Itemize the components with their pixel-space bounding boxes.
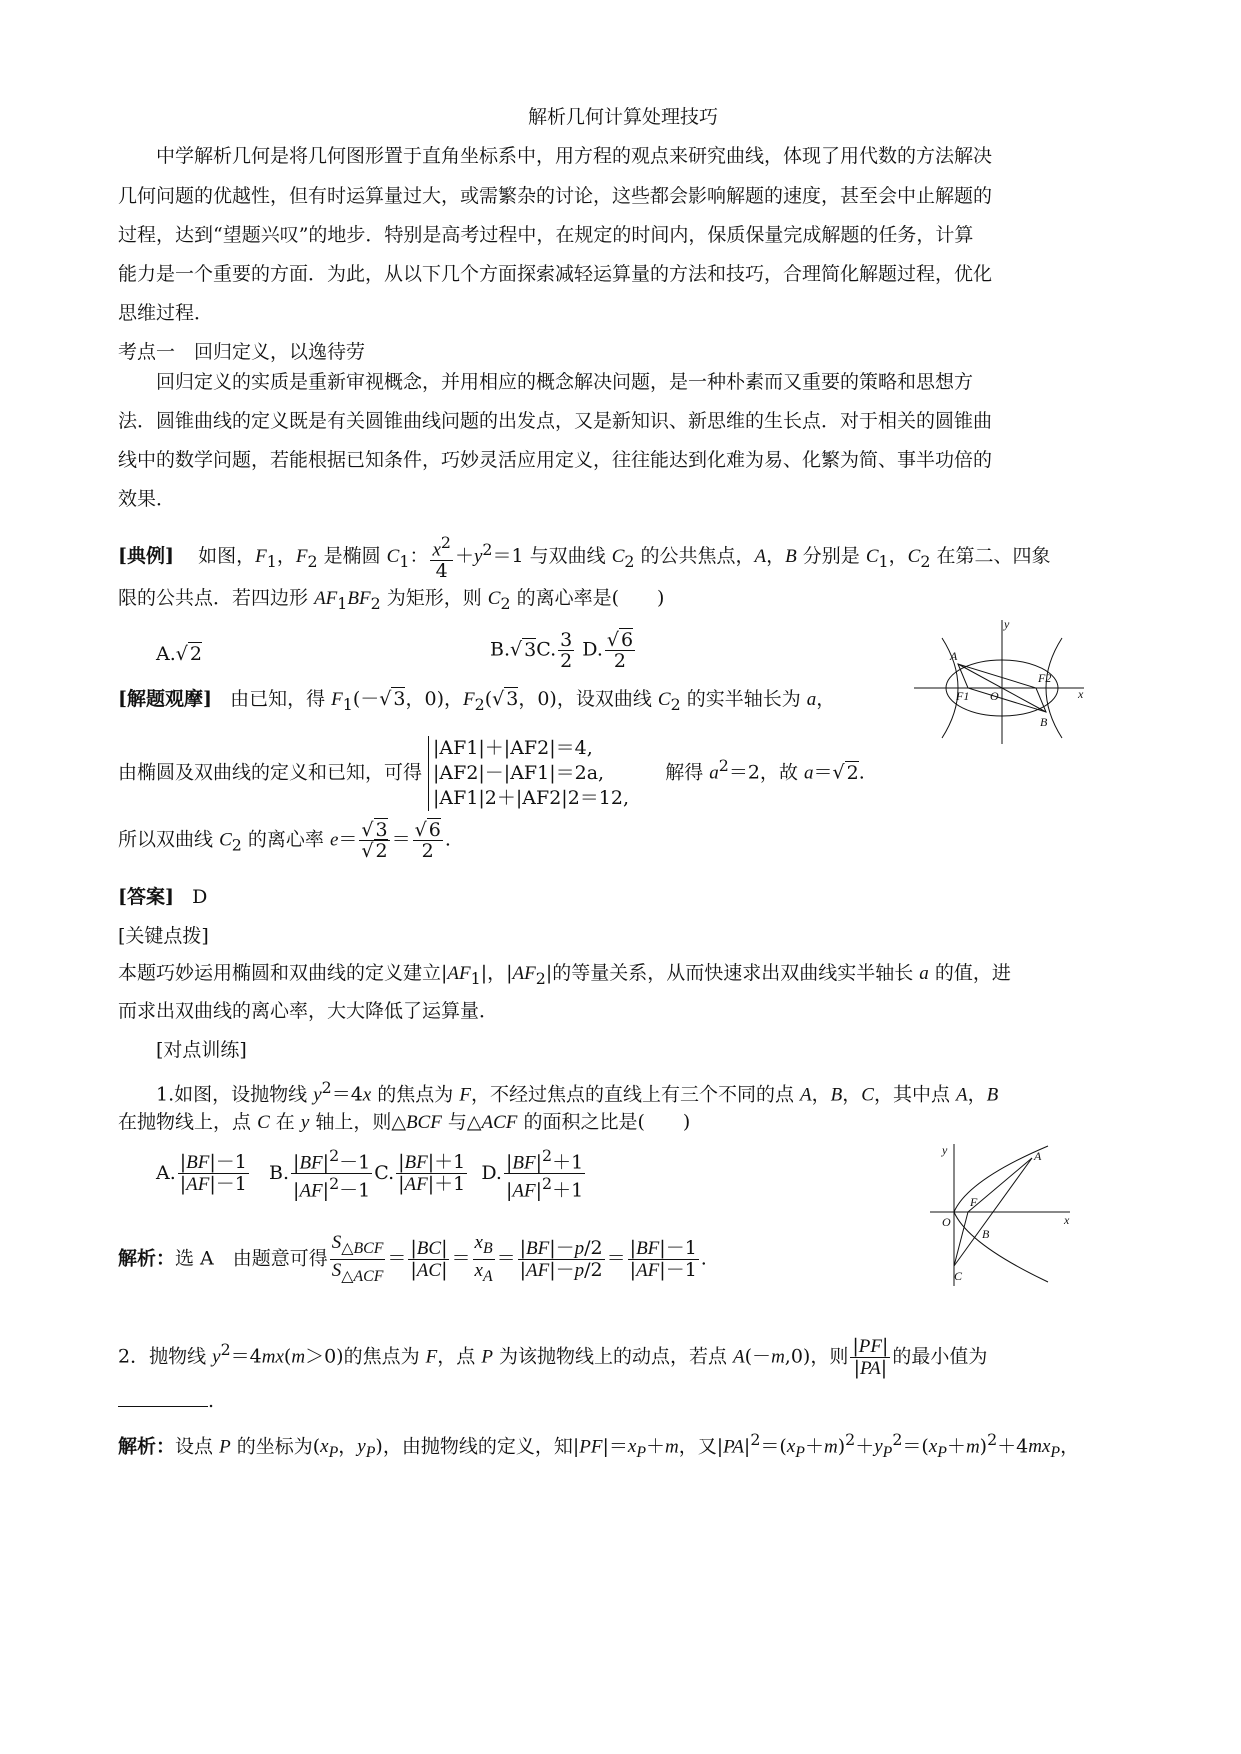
- answer-blank[interactable]: [118, 1406, 208, 1407]
- option-label: B.: [490, 638, 511, 661]
- fraction: $\frac{S_{\triangle BCF}}{S_{\triangle ACF}}$: [331, 1232, 384, 1285]
- intro-line-4: 能力是一个重要的方面．为此，从以下几个方面探索减轻运算量的方法和技巧，合理简化解题过程，优化: [118, 263, 993, 285]
- option-a: A.√ 2: [156, 643, 202, 665]
- example-text: 在第二、四象: [936, 545, 1051, 568]
- fraction: $\frac{x^2}{4}$: [432, 533, 451, 583]
- solution-text: 的实半轴长为: [686, 688, 801, 710]
- option-label: B.: [269, 1161, 290, 1184]
- page-title: 解析几何计算处理技巧: [527, 106, 718, 128]
- q1-text: 的面积之比是( ): [523, 1111, 691, 1133]
- fraction: $\frac{√ 3}{√ 2}$: [361, 819, 388, 862]
- label-y: y: [1004, 617, 1010, 631]
- fraction: $\frac{|BF|^2+1}{|AF|^2+1}$: [505, 1146, 584, 1202]
- label-f1: F1: [956, 689, 970, 703]
- key-text: 的值，进: [934, 962, 1011, 984]
- equation-system: [428, 736, 629, 811]
- fraction: $\frac{x_B}{x_A}$: [474, 1232, 493, 1285]
- label-c: C: [954, 1269, 963, 1283]
- fraction: $\frac{|BF|-p/2}{|AF|-p/2}$: [519, 1236, 603, 1281]
- solution-tag: 解析：: [118, 1247, 176, 1270]
- q1-text: 与△: [447, 1111, 482, 1133]
- equation: |AF2|－|AF1|＝2a,: [433, 762, 605, 784]
- option-label: C.: [536, 638, 557, 661]
- intro-line-2: 几何问题的优越性，但有时运算量过大，或需繁杂的讨论，这些都会影响解题的速度，甚至会中止解题的: [118, 185, 993, 207]
- solution-line-2: 由椭圆及双曲线的定义和已知，可得 |AF1|＋|AF2|＝4, |AF2|－|AF1|＝2a, |AF1|2＋|AF2|2＝12, 解得 $a^2=2$，故 a＝√ 2.: [118, 737, 865, 809]
- q2-text: ，点: [437, 1345, 476, 1368]
- section-text-2: 法．圆锥曲线的定义既是有关圆锥曲线问题的出发点，又是新知识、新思维的生长点．对于相关的圆锥曲: [118, 410, 993, 432]
- solution-text: 故: [778, 761, 798, 784]
- answer-tag: [答案]: [118, 886, 174, 908]
- question-1-line-1: 1.如图，设抛物线 $y^2=4x$ 的焦点为 F，不经过焦点的直线上有三个不同的点 A，B，C，其中点 A，B: [156, 1078, 999, 1106]
- fraction: $\frac{|PF|}{|PA|}$: [852, 1335, 889, 1379]
- ellipse-hyperbola-figure: [912, 616, 1090, 746]
- q2-text: 为该抛物线上的动点，若点: [498, 1345, 727, 1368]
- section-heading: 考点一 回归定义，以逸待劳: [118, 341, 366, 363]
- q1-text: ，其中点: [873, 1083, 950, 1106]
- options-bcd: B.√ 3C. $\frac{3}{2}$ D. $\frac{√ 6}{2}$: [490, 629, 634, 672]
- q1-text: 的焦点为: [377, 1083, 454, 1106]
- label-o: O: [942, 1215, 951, 1229]
- parabola: [954, 1146, 1048, 1282]
- intro-line-3: 过程，达到“望题兴叹”的地步．特别是高考过程中，在规定的时间内，保质保量完成解题的任务，计算: [118, 224, 974, 246]
- solution-text: 设双曲线: [575, 688, 652, 710]
- label-b: B: [1040, 715, 1048, 729]
- solution-text: 由椭圆及双曲线的定义和已知，可得: [118, 761, 423, 784]
- option-label: A.: [156, 643, 176, 665]
- equation: |AF1|2＋|AF2|2＝12,: [433, 787, 629, 809]
- solution-text: 设点: [175, 1435, 214, 1458]
- example-question-line-1: [典例] 如图，$F_1$，$F_2$ 是椭圆 $C_1$： $\frac{x^2}{4}$ $+y^2=1$ 与双曲线 $C_2$ 的公共焦点，A，B 分别是 $C_1$，$C_2$ 在第二、四象: [118, 533, 1051, 583]
- solution-line-1: [解题观摩] 由已知，得 $F_1(-√$ 3，0)，$F_2(√$ 3，0)，设双曲线 $C_2$ 的实半轴长为 a，: [118, 688, 836, 714]
- equation: |AF1|＋|AF2|＝4,: [433, 737, 593, 759]
- q2-text: 的最小值为: [892, 1345, 988, 1368]
- fraction: $\frac{|BF|-1}{|AF|-1}$: [629, 1236, 697, 1281]
- example-text: 为矩形，则: [386, 587, 482, 609]
- fraction: $\frac{√ 6}{2}$: [606, 629, 634, 672]
- label-a: A: [1034, 1149, 1042, 1163]
- solution-text: 解得: [665, 761, 704, 784]
- key-point-line-1: 本题巧妙运用椭圆和双曲线的定义建立$|AF_1|$，$|AF_2|$的等量关系，从而快速求出双曲线实半轴长 a 的值，进: [118, 962, 1011, 988]
- question-1-options: [156, 1146, 587, 1202]
- example-text: 分别是: [802, 545, 860, 568]
- key-point-line-2: 而求出双曲线的离心率，大大降低了运算量．: [118, 1000, 499, 1022]
- q1-text: 在抛物线上，点: [118, 1111, 252, 1133]
- example-text: 的公共焦点，: [640, 545, 755, 568]
- solution-tag: 解析：: [118, 1435, 176, 1458]
- label-o: O: [990, 689, 999, 703]
- solution-text: 选 A 由题意可得: [175, 1247, 328, 1270]
- example-question-line-2: 限的公共点．若四边形 $AF_1BF_2$ 为矩形，则 $C_2$ 的离心率是( ): [118, 587, 665, 613]
- question-1-solution: 解析：选 A 由题意可得 $\frac{S_{\triangle BCF}}{S_{\triangle ACF}}$ ＝ $\frac{|BC|}{|AC|}$ ＝ $\frac{x_B}{x_A}$ ＝ $\frac{|BF|-p/2}{|AF|-p/2}$ ＝ $\frac{|BF|-1}{|AF|-1}$ .: [118, 1232, 707, 1285]
- answer-line: [118, 884, 207, 910]
- label-x: x: [1078, 687, 1084, 701]
- q2-text: 的焦点为: [343, 1345, 420, 1368]
- solution-text: 的离心率: [247, 828, 324, 851]
- segment-fc: [954, 1212, 968, 1266]
- section-text-3: 线中的数学问题，若能根据已知条件，巧妙灵活应用定义，往往能达到化难为易、化繁为简、事半功倍的: [118, 449, 993, 471]
- fraction: $\frac{|BF|-1}{|AF|-1}$: [179, 1151, 247, 1196]
- example-text: 限的公共点．若四边形: [118, 587, 309, 609]
- fraction: $\frac{3}{2}$: [560, 629, 573, 672]
- intro-line-5: 思维过程．: [118, 302, 214, 324]
- answer-blank-line: .: [118, 1388, 214, 1414]
- training-tag: [对点训练]: [156, 1039, 247, 1061]
- solution-line-3: 所以双曲线 $C_2$ 的离心率 e＝ $\frac{√ 3}{√ 2}$ ＝ $\frac{√ 6}{2}$ .: [118, 819, 451, 862]
- option-label: D.: [481, 1161, 502, 1184]
- solution-tag: [解题观摩]: [118, 688, 212, 710]
- label-b: B: [982, 1227, 990, 1241]
- question-1-line-2: 在抛物线上，点 C 在 y 轴上，则△BCF 与△ACF 的面积之比是( ): [118, 1111, 691, 1133]
- label-f: F: [970, 1195, 978, 1209]
- key-text: 的等量关系，从而快速求出双曲线实半轴长: [552, 962, 914, 984]
- fraction: $\frac{√ 6}{2}$: [414, 819, 441, 862]
- solution-text: 的坐标为: [236, 1435, 313, 1458]
- example-text: 的离心率是( ): [516, 587, 665, 609]
- fraction: $\frac{|BC|}{|AC|}$: [410, 1236, 448, 1281]
- example-text: 是椭圆: [323, 545, 381, 568]
- example-text: ＝1 与双曲线: [492, 545, 606, 568]
- question-2-line-1: 2．抛物线 $y^2=4mx(m>0)$的焦点为 F，点 P 为该抛物线上的动点，若点 A(－m,0)，则 $\frac{|PF|}{|PA|}$ 的最小值为: [118, 1335, 988, 1379]
- solution-text: 由已知，得: [230, 688, 326, 710]
- solution-text: ，又: [678, 1435, 717, 1458]
- option-label: D.: [582, 638, 603, 661]
- key-point-tag: [关键点拨]: [118, 925, 209, 947]
- q1-text: 1.如图，设抛物线: [156, 1083, 308, 1106]
- question-2-solution: 解析：设点 P 的坐标为($x_P$，$y_P$)，由抛物线的定义，知$|PF|=x_P+m$，又$|PA|^2=(x_P+m)^2+y_P^2=(x_P+m)^2+4mx_P$，: [118, 1430, 1080, 1462]
- section-text-4: 效果．: [118, 488, 176, 510]
- intro-line-1: 中学解析几何是将几何图形置于直角坐标系中，用方程的观点来研究曲线，体现了用代数的方法解决: [156, 145, 993, 167]
- example-tag: [典例]: [118, 545, 174, 568]
- example-text: 如图，: [198, 545, 256, 568]
- answer-value: D: [192, 886, 208, 908]
- q2-text: 2．抛物线: [118, 1345, 207, 1368]
- parabola-figure: [928, 1140, 1076, 1290]
- fraction: $\frac{|BF|^2-1}{|AF|^2-1}$: [293, 1146, 371, 1202]
- label-y: y: [942, 1143, 948, 1157]
- q1-text: ，不经过焦点的直线上有三个不同的点: [470, 1083, 794, 1106]
- label-a: A: [950, 649, 958, 663]
- solution-text: ，由抛物线的定义，知: [382, 1435, 573, 1458]
- q2-text: ，则: [810, 1345, 849, 1368]
- label-f2: F2: [1038, 671, 1052, 685]
- section-text-1: 回归定义的实质是重新审视概念，并用相应的概念解决问题，是一种朴素而又重要的策略和思想方: [156, 371, 974, 393]
- option-label: C.: [374, 1161, 395, 1184]
- q1-text: 轴上，则△: [315, 1111, 406, 1133]
- option-label: A.: [156, 1161, 176, 1184]
- fraction: $\frac{|BF|+1}{|AF|+1}$: [398, 1151, 466, 1196]
- solution-text: 所以双曲线: [118, 828, 214, 851]
- label-x: x: [1064, 1213, 1070, 1227]
- key-text: 本题巧妙运用椭圆和双曲线的定义建立: [118, 962, 442, 984]
